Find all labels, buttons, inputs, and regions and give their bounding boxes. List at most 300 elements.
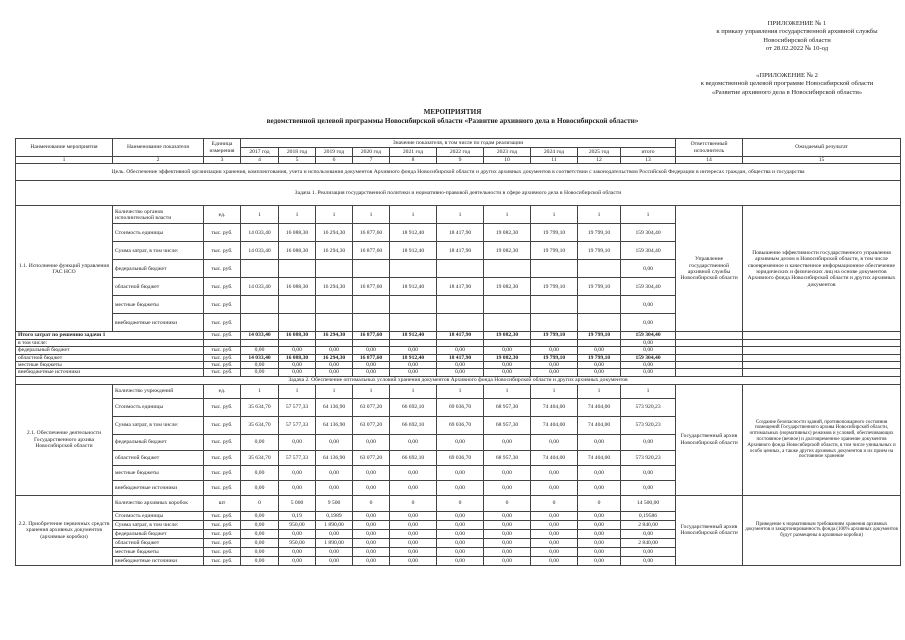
value-cell: 35 634,70 [241, 416, 279, 434]
total-value: 0,00 [241, 362, 279, 369]
value-cell: 1 [241, 384, 279, 398]
value-cell [437, 314, 484, 332]
value-cell: 18 912,40 [390, 224, 437, 242]
unit-cell: тыс. руб. [204, 314, 241, 332]
total-value: 159 304,40 [621, 354, 676, 361]
unit-cell: тыс. руб. [204, 224, 241, 242]
value-cell: 0,00 [279, 434, 316, 450]
header-row [16, 139, 901, 148]
unit-cell: шт [204, 495, 241, 511]
value-cell [390, 314, 437, 332]
value-cell: 0,00 [279, 465, 316, 480]
value-cell: 0,00 [484, 465, 531, 480]
unit-cell: тыс. руб. [204, 242, 241, 260]
total-value: 0,00 [437, 347, 484, 354]
value-cell: 0,00 [390, 529, 437, 538]
column-number: 3 [204, 157, 241, 164]
value-cell: 950,00 [279, 538, 316, 547]
appendix-1-block [690, 20, 904, 54]
total-value: 0,00 [241, 369, 279, 376]
unit-cell: тыс. руб. [204, 465, 241, 480]
total-value: 16 294,30 [316, 354, 353, 361]
total-value: 18 912,40 [390, 332, 437, 339]
unit-cell: тыс. руб. [204, 296, 241, 314]
total-label: Итого затрат по решению задачи 1 [16, 332, 204, 339]
value-cell: 159 304,40 [621, 224, 676, 242]
value-cell: 35 634,70 [241, 398, 279, 416]
empty-cell [676, 347, 743, 354]
total-row [16, 347, 901, 354]
column-number: 4 [241, 157, 279, 164]
value-cell: 0,00 [437, 480, 484, 495]
empty-cell [743, 354, 901, 361]
column-number: 14 [676, 157, 743, 164]
value-cell: 0,00 [621, 465, 676, 480]
indicator-name: Сумма затрат, в том числе: [113, 242, 204, 260]
value-cell: 14 033,40 [241, 278, 279, 296]
total-row [16, 332, 901, 339]
value-cell: 0,00 [353, 434, 390, 450]
value-cell: 0,00 [621, 296, 676, 314]
events-table [15, 138, 901, 566]
value-cell [578, 260, 621, 278]
value-cell: 1 [578, 206, 621, 224]
value-cell: 1 [316, 206, 353, 224]
total-value: 14 033,40 [241, 354, 279, 361]
value-cell [353, 260, 390, 278]
unit-cell: тыс. руб. [204, 547, 241, 556]
total-value: 0,00 [437, 362, 484, 369]
total-value: 0,00 [484, 362, 531, 369]
value-cell: 0,00 [353, 465, 390, 480]
column-number: 9 [437, 157, 484, 164]
value-cell: 0,00 [578, 529, 621, 538]
value-cell: 0,00 [484, 520, 531, 529]
event-name: 1.1. Исполнение функций управления ГАС НСО [16, 206, 113, 332]
indicator-name: Количество архивных коробок [113, 495, 204, 511]
value-cell: 1 [621, 206, 676, 224]
column-header-executor: Ответственный исполнитель [676, 139, 743, 157]
total-value: 0,00 [578, 369, 621, 376]
total-label: в том числе: [16, 339, 204, 346]
indicator-name: Сумма затрат, в том числе: [113, 416, 204, 434]
empty-cell [743, 369, 901, 376]
value-cell [353, 314, 390, 332]
value-cell [316, 314, 353, 332]
total-label: внебюджетные источники [16, 369, 204, 376]
value-cell: 19 799,10 [531, 224, 578, 242]
value-cell: 0,00 [621, 434, 676, 450]
value-cell: 0,00 [241, 520, 279, 529]
total-value: 0,00 [316, 362, 353, 369]
value-cell: 0,00 [578, 511, 621, 520]
appendix-1-line: от 28.02.2022 № 10-од [765, 45, 829, 53]
value-cell: 0,00 [484, 511, 531, 520]
column-header-year: 2022 год [437, 148, 484, 157]
unit-cell: тыс. руб. [204, 416, 241, 434]
appendix-2-line: к ведомственной целевой программе Новосибирской области [700, 80, 874, 88]
unit-cell: ед. [204, 206, 241, 224]
value-cell: 573 920,23 [621, 450, 676, 465]
value-cell: 19 799,10 [531, 242, 578, 260]
unit-cell: тыс. руб. [204, 434, 241, 450]
events-table-body [16, 139, 901, 566]
value-cell: 0,00 [390, 538, 437, 547]
column-header-year: 2020 год [353, 148, 390, 157]
value-cell: 0,00 [531, 538, 578, 547]
column-header-event: Наименование мероприятия [16, 139, 113, 157]
value-cell: 0,00 [353, 538, 390, 547]
empty-cell [676, 339, 743, 346]
goal-row [16, 164, 901, 181]
value-cell: 57 577,33 [279, 450, 316, 465]
value-cell: 0,00 [437, 520, 484, 529]
total-label: федеральный бюджет [16, 347, 204, 354]
value-cell: 0,00 [390, 465, 437, 480]
value-cell: 0,00 [241, 538, 279, 547]
column-header-year: 2023 год [484, 148, 531, 157]
task-1-title: Задача 1. Реализация государственной политики и нормативно-правовой деятельности в сфере архивного дела в Новосибирской области [16, 181, 901, 206]
unit-cell: тыс. руб. [204, 354, 241, 361]
total-value: 18 417,90 [437, 332, 484, 339]
value-cell: 1 [484, 206, 531, 224]
value-cell: 0,00 [316, 434, 353, 450]
value-cell: 0,00 [484, 480, 531, 495]
appendix-2-block [670, 72, 904, 97]
value-cell: 19 799,10 [578, 224, 621, 242]
appendix-2-line: «Развитие архивного дела в Новосибирской области» [711, 88, 863, 96]
total-value: 0,00 [437, 369, 484, 376]
value-cell: 64 136,90 [316, 398, 353, 416]
total-row [16, 362, 901, 369]
unit-cell: тыс. руб. [204, 480, 241, 495]
value-cell: 0,00 [390, 434, 437, 450]
column-number: 13 [621, 157, 676, 164]
document-subtitle: ведомственной целевой программы Новосибирской области «Развитие архивного дела в Новосибирской области» [266, 117, 639, 125]
column-header-unit: Единица измерения [204, 139, 241, 157]
total-value: 0,00 [353, 362, 390, 369]
value-cell: 0,00 [621, 314, 676, 332]
total-value: 19 799,10 [531, 332, 578, 339]
value-cell: 0,00 [390, 480, 437, 495]
value-cell: 64 136,90 [316, 416, 353, 434]
value-cell: 0,00 [279, 529, 316, 538]
value-cell: 159 304,40 [621, 242, 676, 260]
total-value: 0,00 [484, 347, 531, 354]
value-cell: 0,00 [279, 556, 316, 565]
total-value: 16 877,60 [353, 332, 390, 339]
total-value: 159 304,40 [621, 332, 676, 339]
value-cell: 19 799,10 [578, 278, 621, 296]
total-value: 0,00 [241, 347, 279, 354]
value-cell: 0,00 [316, 480, 353, 495]
value-cell: 74 404,00 [531, 398, 578, 416]
value-cell: 64 136,90 [316, 450, 353, 465]
value-cell [241, 314, 279, 332]
executor-cell: Государственный архив Новосибирской области [676, 495, 743, 565]
value-cell: 14 033,40 [241, 242, 279, 260]
executor-cell: Государственный архив Новосибирской области [676, 384, 743, 495]
value-cell: 0,00 [531, 529, 578, 538]
value-cell: 0,00 [390, 556, 437, 565]
total-value: 19 799,10 [531, 354, 578, 361]
value-cell: 0,00 [437, 529, 484, 538]
unit-cell: тыс. руб. [204, 278, 241, 296]
empty-cell [676, 354, 743, 361]
column-header-year: 2018 год [279, 148, 316, 157]
value-cell: 1 [279, 206, 316, 224]
column-header-year: 2021 год [390, 148, 437, 157]
value-cell: 0,00 [531, 511, 578, 520]
value-cell: 0,00 [241, 511, 279, 520]
total-value: 0,00 [531, 369, 578, 376]
value-cell: 0,00 [437, 556, 484, 565]
value-cell: 19 799,10 [531, 278, 578, 296]
total-value: 16 088,30 [279, 354, 316, 361]
column-header-year: 2019 год [316, 148, 353, 157]
total-value: 19 799,10 [578, 354, 621, 361]
empty-cell [743, 347, 901, 354]
unit-cell: тыс. руб. [204, 529, 241, 538]
total-value: 0,00 [621, 362, 676, 369]
value-cell: 1 [390, 384, 437, 398]
value-cell: 0,00 [241, 465, 279, 480]
value-cell: 74 404,00 [531, 450, 578, 465]
value-cell: 0,00 [621, 480, 676, 495]
indicator-name: федеральный бюджет [113, 260, 204, 278]
indicator-name: местные бюджеты [113, 547, 204, 556]
indicator-name: Сумма затрат, в том числе: [113, 520, 204, 529]
value-cell: 0,00 [353, 529, 390, 538]
value-cell: 0,00 [531, 465, 578, 480]
event-name: 2.1. Обеспечение деятельности Государственного архива Новосибирской области [16, 384, 113, 495]
value-cell [241, 296, 279, 314]
empty-cell [676, 362, 743, 369]
value-cell: 950,00 [279, 520, 316, 529]
value-cell: 66 692,10 [390, 450, 437, 465]
value-cell: 0,00 [621, 529, 676, 538]
value-cell [531, 296, 578, 314]
task-title-row [16, 376, 901, 384]
value-cell: 0 [531, 495, 578, 511]
empty-cell [676, 332, 743, 339]
column-header-year: 2024 год [531, 148, 578, 157]
value-cell: 0,00 [241, 529, 279, 538]
unit-cell: тыс. руб. [204, 398, 241, 416]
value-cell: 1 [241, 206, 279, 224]
indicator-name: Количество учреждений [113, 384, 204, 398]
column-number: 6 [316, 157, 353, 164]
total-value [353, 339, 390, 346]
unit-cell: тыс. руб. [204, 347, 241, 354]
value-cell: 0,00 [316, 556, 353, 565]
value-cell: 68 957,30 [484, 398, 531, 416]
appendix-1-line: Новосибирской области [763, 36, 831, 44]
total-value [578, 339, 621, 346]
value-cell: 68 957,30 [484, 416, 531, 434]
indicator-name: внебюджетные источники [113, 314, 204, 332]
task-title-row [16, 181, 901, 206]
total-value: 0,00 [531, 347, 578, 354]
total-value: 0,00 [316, 369, 353, 376]
column-number: 1 [16, 157, 113, 164]
value-cell: 66 692,10 [390, 416, 437, 434]
indicator-name: внебюджетные источники [113, 556, 204, 565]
column-number-row [16, 157, 901, 164]
value-cell: 16 294,30 [316, 224, 353, 242]
value-cell: 63 077,20 [353, 416, 390, 434]
value-cell [316, 260, 353, 278]
value-cell: 0,00 [578, 465, 621, 480]
unit-cell: тыс. руб. [204, 369, 241, 376]
value-cell: 19 799,10 [578, 242, 621, 260]
value-cell: 159 304,40 [621, 278, 676, 296]
value-cell [279, 296, 316, 314]
goal-text: Цель. Обеспечение эффективной организации хранения, комплектования, учета и использования документов Архивного фонда Новосибирской области и других архивных документов в соответствии с законодательством Российской Федерации в интересах граждан, общества и государства [16, 164, 901, 181]
value-cell: 0,1989 [316, 511, 353, 520]
value-cell: 16 877,60 [353, 242, 390, 260]
value-cell: 18 912,40 [390, 278, 437, 296]
total-value: 16 088,30 [279, 332, 316, 339]
value-cell: 63 077,20 [353, 398, 390, 416]
indicator-row [16, 495, 901, 511]
value-cell: 0,00 [437, 511, 484, 520]
document-title: МЕРОПРИЯТИЯ [423, 108, 482, 116]
value-cell [437, 260, 484, 278]
value-cell: 1 [316, 384, 353, 398]
value-cell: 68 957,30 [484, 450, 531, 465]
value-cell [316, 296, 353, 314]
value-cell: 0,00 [279, 547, 316, 556]
value-cell: 74 404,00 [578, 416, 621, 434]
value-cell: 66 692,10 [390, 398, 437, 416]
value-cell: 0 [241, 495, 279, 511]
unit-cell: тыс. руб. [204, 332, 241, 339]
unit-cell: тыс. руб. [204, 511, 241, 520]
appendix-2-line: «ПРИЛОЖЕНИЕ № 2 [756, 72, 818, 79]
column-number: 2 [113, 157, 204, 164]
total-value: 0,00 [578, 347, 621, 354]
value-cell [484, 296, 531, 314]
value-cell [484, 314, 531, 332]
expected-result-cell: Приведение к нормативным требованиям хранения архивных документов и закартонированность фонда (100% архивных документов будут размещены в архивные коробки) [743, 495, 901, 565]
total-value: 16 294,30 [316, 332, 353, 339]
total-value: 0,00 [353, 369, 390, 376]
value-cell: 0 [437, 495, 484, 511]
empty-cell [743, 332, 901, 339]
value-cell: 0 [390, 495, 437, 511]
value-cell: 573 920,23 [621, 416, 676, 434]
expected-result-cell: Создание безопасности зданий, противопожарного состояния помещений Государственного архива Новосибирской области, оптимальных (нормативных) режимов и условий, обеспечивающих постоянное (вечное) и долговременное хранение документов Архивного фонда Новосибирской области, в том числе уникальных и особо ценных, а также других архивных документов и их прием на постоянное хранение [743, 384, 901, 495]
value-cell: 0 [484, 495, 531, 511]
value-cell: 0,00 [621, 260, 676, 278]
value-cell: 74 404,00 [578, 398, 621, 416]
total-value: 0,00 [279, 362, 316, 369]
column-header-year: итого [621, 148, 676, 157]
total-label: областной бюджет [16, 354, 204, 361]
value-cell: 0,00 [353, 511, 390, 520]
value-cell: 69 036,70 [437, 416, 484, 434]
value-cell: 18 417,90 [437, 224, 484, 242]
indicator-name: областной бюджет [113, 450, 204, 465]
empty-cell [743, 362, 901, 369]
value-cell: 1 890,00 [316, 520, 353, 529]
value-cell: 0 [578, 495, 621, 511]
value-cell: 16 294,30 [316, 242, 353, 260]
value-cell: 0 [353, 495, 390, 511]
column-number: 8 [390, 157, 437, 164]
value-cell [353, 296, 390, 314]
value-cell [241, 260, 279, 278]
value-cell: 1 [531, 206, 578, 224]
empty-cell [676, 369, 743, 376]
total-value: 0,00 [531, 362, 578, 369]
event-name: 2.2. Приобретение первичных средств хранения архивных документов (архивные коробки) [16, 495, 113, 565]
value-cell: 0,00 [531, 547, 578, 556]
value-cell: 0,00 [390, 520, 437, 529]
indicator-name: Стоимость единицы [113, 511, 204, 520]
value-cell: 0,19 [279, 511, 316, 520]
value-cell: 57 577,33 [279, 416, 316, 434]
value-cell: 19 082,30 [484, 242, 531, 260]
column-number: 5 [279, 157, 316, 164]
value-cell: 0,00 [437, 434, 484, 450]
value-cell [279, 260, 316, 278]
indicator-name: областной бюджет [113, 278, 204, 296]
unit-cell: тыс. руб. [204, 450, 241, 465]
task-2-title: Задача 2. Обеспечение оптимальных условий хранения документов Архивного фонда Новосибирской области и других архивных документов [16, 376, 901, 384]
value-cell: 0,00 [621, 556, 676, 565]
value-cell: 9 500 [316, 495, 353, 511]
total-value: 18 912,40 [390, 354, 437, 361]
value-cell: 69 036,70 [437, 398, 484, 416]
value-cell: 5 000 [279, 495, 316, 511]
value-cell: 0,00 [578, 538, 621, 547]
total-value: 0,00 [621, 339, 676, 346]
value-cell: 0,00 [484, 556, 531, 565]
total-value: 0,00 [390, 362, 437, 369]
unit-cell [204, 339, 241, 346]
total-value: 0,00 [390, 347, 437, 354]
total-value: 19 082,30 [484, 354, 531, 361]
indicator-name: внебюджетные источники [113, 480, 204, 495]
total-value: 19 799,10 [578, 332, 621, 339]
column-number: 12 [578, 157, 621, 164]
value-cell: 74 404,00 [531, 416, 578, 434]
value-cell: 1 [437, 384, 484, 398]
value-cell: 0,00 [241, 480, 279, 495]
value-cell: 16 294,30 [316, 278, 353, 296]
column-header-values: Значение показателя, в том числе по годам реализации [241, 139, 676, 148]
unit-cell: тыс. руб. [204, 362, 241, 369]
column-header-result: Ожидаемый результат [743, 139, 901, 157]
indicator-name: федеральный бюджет [113, 434, 204, 450]
column-number: 7 [353, 157, 390, 164]
value-cell: 74 404,00 [578, 450, 621, 465]
value-cell [578, 296, 621, 314]
appendix-1-line: ПРИЛОЖЕНИЕ № 1 [767, 20, 827, 27]
value-cell: 35 634,70 [241, 450, 279, 465]
unit-cell: тыс. руб. [204, 520, 241, 529]
value-cell [484, 260, 531, 278]
column-number: 10 [484, 157, 531, 164]
value-cell: 0,00 [578, 434, 621, 450]
value-cell: 16 088,30 [279, 242, 316, 260]
value-cell: 19 082,30 [484, 224, 531, 242]
indicator-name: местные бюджеты [113, 465, 204, 480]
value-cell: 0,00 [531, 434, 578, 450]
value-cell: 0,00 [316, 547, 353, 556]
